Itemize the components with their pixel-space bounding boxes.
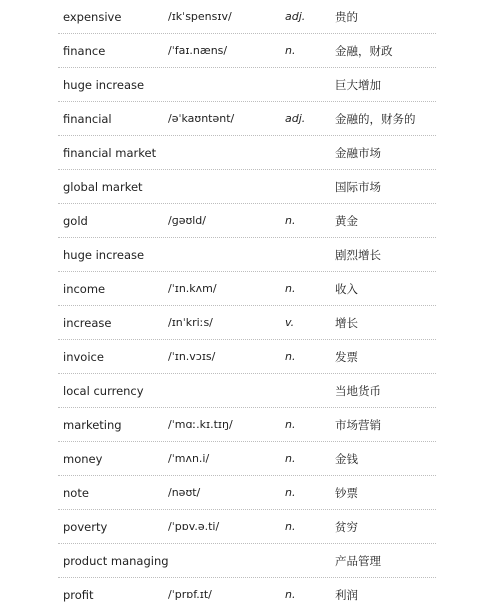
vocabulary-table	[58, 0, 436, 612]
meaning-cell: 国际市场	[335, 180, 381, 194]
word-cell: financial	[63, 112, 112, 126]
word-cell: increase	[63, 316, 112, 330]
meaning-cell: 金融的，财务的	[335, 112, 416, 126]
phonetic-cell: /ɪkˈspensɪv/	[168, 10, 232, 23]
phonetic-cell: /ˈpɒv.ə.ti/	[168, 520, 220, 533]
table-row	[58, 306, 436, 340]
word-cell: income	[63, 282, 106, 296]
word-cell: expensive	[63, 10, 122, 24]
meaning-cell: 产品管理	[335, 554, 381, 568]
part-of-speech-cell: n.	[285, 350, 296, 363]
meaning-cell: 黄金	[335, 214, 358, 228]
meaning-cell: 剧烈增长	[335, 248, 381, 262]
phonetic-cell: /ˈmɑː.kɪ.tɪŋ/	[168, 418, 233, 431]
part-of-speech-cell: adj.	[285, 10, 306, 23]
phonetic-cell: /ˈfaɪ.næns/	[168, 44, 228, 57]
word-cell: note	[63, 486, 89, 500]
word-cell: global market	[63, 180, 143, 194]
word-cell: finance	[63, 44, 106, 58]
table-row	[58, 544, 436, 578]
part-of-speech-cell: n.	[285, 486, 296, 499]
table-row	[58, 374, 436, 408]
table-row	[58, 578, 436, 612]
meaning-cell: 金融，财政	[335, 44, 393, 58]
phonetic-cell: /ˈprɒf.ɪt/	[168, 588, 212, 601]
table-row	[58, 170, 436, 204]
phonetic-cell: /ˈmʌn.i/	[168, 452, 210, 465]
meaning-cell: 增长	[335, 316, 358, 330]
meaning-cell: 收入	[335, 282, 358, 296]
part-of-speech-cell: n.	[285, 452, 296, 465]
phonetic-cell: /ˈɪn.kʌm/	[168, 282, 217, 295]
meaning-cell: 利润	[335, 588, 358, 602]
table-row	[58, 272, 436, 306]
word-cell: gold	[63, 214, 88, 228]
part-of-speech-cell: n.	[285, 214, 296, 227]
word-cell: invoice	[63, 350, 104, 364]
phonetic-cell: /ɪnˈkriːs/	[168, 316, 213, 329]
meaning-cell: 贫穷	[335, 520, 358, 534]
table-row	[58, 34, 436, 68]
word-cell: money	[63, 452, 103, 466]
phonetic-cell: /ɡəʊld/	[168, 214, 206, 227]
table-row	[58, 68, 436, 102]
table-row	[58, 340, 436, 374]
meaning-cell: 当地货币	[335, 384, 381, 398]
table-row	[58, 136, 436, 170]
word-cell: profit	[63, 588, 94, 602]
phonetic-cell: /ˈɪn.vɔɪs/	[168, 350, 216, 363]
meaning-cell: 市场营销	[335, 418, 381, 432]
part-of-speech-cell: v.	[285, 316, 295, 329]
word-cell: huge increase	[63, 78, 145, 92]
part-of-speech-cell: n.	[285, 282, 296, 295]
word-cell: local currency	[63, 384, 144, 398]
part-of-speech-cell: n.	[285, 520, 296, 533]
meaning-cell: 巨大增加	[335, 78, 381, 92]
table-row	[58, 238, 436, 272]
meaning-cell: 钞票	[335, 486, 358, 500]
table-row	[58, 476, 436, 510]
word-cell: financial market	[63, 146, 157, 160]
word-cell: marketing	[63, 418, 122, 432]
table-row	[58, 510, 436, 544]
table-row	[58, 442, 436, 476]
word-cell: huge increase	[63, 248, 145, 262]
table-row	[58, 408, 436, 442]
part-of-speech-cell: adj.	[285, 112, 306, 125]
meaning-cell: 发票	[335, 350, 358, 364]
meaning-cell: 金钱	[335, 452, 358, 466]
meaning-cell: 贵的	[335, 10, 358, 24]
table-row	[58, 204, 436, 238]
phonetic-cell: /nəʊt/	[168, 486, 201, 499]
phonetic-cell: /əˈkaʊntənt/	[168, 112, 235, 125]
word-cell: poverty	[63, 520, 108, 534]
table-row	[58, 102, 436, 136]
part-of-speech-cell: n.	[285, 588, 296, 601]
table-row	[58, 0, 436, 34]
part-of-speech-cell: n.	[285, 44, 296, 57]
part-of-speech-cell: n.	[285, 418, 296, 431]
word-cell: product managing	[63, 554, 169, 568]
meaning-cell: 金融市场	[335, 146, 381, 160]
